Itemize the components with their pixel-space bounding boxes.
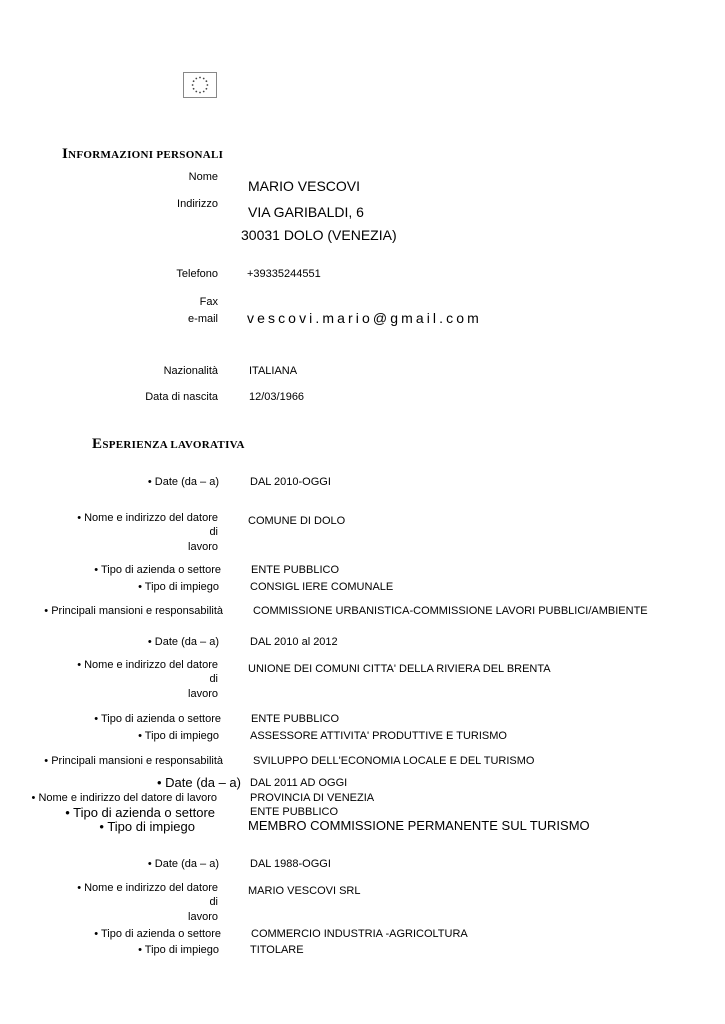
job2-datore-label-lavoro: lavoro — [188, 688, 218, 700]
email-value: vescovi.mario@gmail.com — [247, 310, 482, 326]
job2-mansioni: SVILUPPO DELL'ECONOMIA LOCALE E DEL TURISMO — [253, 755, 535, 767]
job1-datore-label-lavoro: lavoro — [188, 541, 218, 553]
job2-datore: UNIONE DEI COMUNI CITTA' DELLA RIVIERA DEL BRENTA — [248, 663, 551, 675]
job3-tipo-azienda-label: • Tipo di azienda o settore — [65, 805, 215, 820]
job4-tipo-impiego-label: • Tipo di impiego — [138, 944, 219, 956]
job1-datore-label: • Nome e indirizzo del datore — [77, 512, 218, 524]
job2-tipo-impiego-label: • Tipo di impiego — [138, 730, 219, 742]
job4-datore: MARIO VESCOVI SRL — [248, 885, 361, 897]
indirizzo-line-2: 30031 DOLO (VENEZIA) — [241, 227, 397, 243]
job1-date-label: • Date (da – a) — [147, 476, 219, 488]
job1-tipo-azienda: ENTE PUBBLICO — [251, 564, 340, 576]
job4-tipo-impiego: TITOLARE — [250, 944, 304, 956]
nascita-value: 12/03/1966 — [249, 391, 305, 403]
job2-date: DAL 2010 al 2012 — [250, 636, 338, 648]
experience-heading: ESPERIENZA LAVORATIVA — [92, 436, 245, 452]
job1-date: DAL 2010-OGGI — [250, 476, 331, 488]
job4-date: DAL 1988-OGGI — [250, 858, 331, 870]
job3-datore: PROVINCIA DI VENEZIA — [250, 792, 375, 804]
job3-date: DAL 2011 AD OGGI — [250, 777, 348, 789]
fax-label: Fax — [199, 296, 218, 308]
job1-datore: COMUNE DI DOLO — [248, 515, 346, 527]
job4-datore-label: • Nome e indirizzo del datore — [77, 882, 218, 894]
nascita-label: Data di nascita — [145, 391, 218, 403]
nazionalita-label: Nazionalità — [163, 365, 218, 377]
indirizzo-line-1: VIA GARIBALDI, 6 — [248, 204, 364, 220]
job3-datore-label: • Nome e indirizzo del datore di lavoro — [31, 792, 217, 804]
job3-tipo-impiego: MEMBRO COMMISSIONE PERMANENTE SUL TURISMO — [248, 818, 590, 833]
job1-tipo-azienda-label: • Tipo di azienda o settore — [94, 564, 221, 576]
job2-datore-label: • Nome e indirizzo del datore — [77, 659, 218, 671]
job4-datore-label-di: di — [209, 896, 218, 908]
job2-date-label: • Date (da – a) — [147, 636, 219, 648]
job2-tipo-impiego: ASSESSORE ATTIVITA' PRODUTTIVE E TURISMO — [250, 730, 507, 742]
job4-tipo-azienda: COMMERCIO INDUSTRIA -AGRICOLTURA — [251, 928, 468, 940]
job1-mansioni-label: • Principali mansioni e responsabilità — [44, 605, 223, 617]
telefono-value: +39335244551 — [247, 268, 321, 280]
nome-value: MARIO VESCOVI — [248, 178, 361, 194]
nazionalita-value: ITALIANA — [249, 365, 298, 377]
nome-label: Nome — [188, 171, 218, 183]
job3-tipo-impiego-label: • Tipo di impiego — [99, 819, 195, 834]
job2-datore-label-di: di — [209, 673, 218, 685]
job2-tipo-azienda: ENTE PUBBLICO — [251, 713, 340, 725]
personal-info-heading: INFORMAZIONI PERSONALI — [62, 146, 224, 162]
job3-tipo-azienda: ENTE PUBBLICO — [250, 806, 339, 818]
job2-tipo-azienda-label: • Tipo di azienda o settore — [94, 713, 221, 725]
job4-datore-label-lavoro: lavoro — [188, 911, 218, 923]
job1-datore-label-di: di — [209, 526, 218, 538]
email-label: e-mail — [188, 313, 218, 325]
job4-date-label: • Date (da – a) — [147, 858, 219, 870]
job4-tipo-azienda-label: • Tipo di azienda o settore — [94, 928, 221, 940]
eu-flag-icon — [183, 72, 217, 98]
telefono-label: Telefono — [176, 268, 218, 280]
job2-mansioni-label: • Principali mansioni e responsabilità — [44, 755, 223, 767]
job1-tipo-impiego: CONSIGL IERE COMUNALE — [250, 581, 394, 593]
indirizzo-label: Indirizzo — [177, 198, 218, 210]
job1-tipo-impiego-label: • Tipo di impiego — [138, 581, 219, 593]
job1-mansioni: COMMISSIONE URBANISTICA-COMMISSIONE LAVORI PUBBLICI/AMBIENTE — [253, 605, 648, 617]
job3-date-label: • Date (da – a) — [156, 775, 241, 790]
